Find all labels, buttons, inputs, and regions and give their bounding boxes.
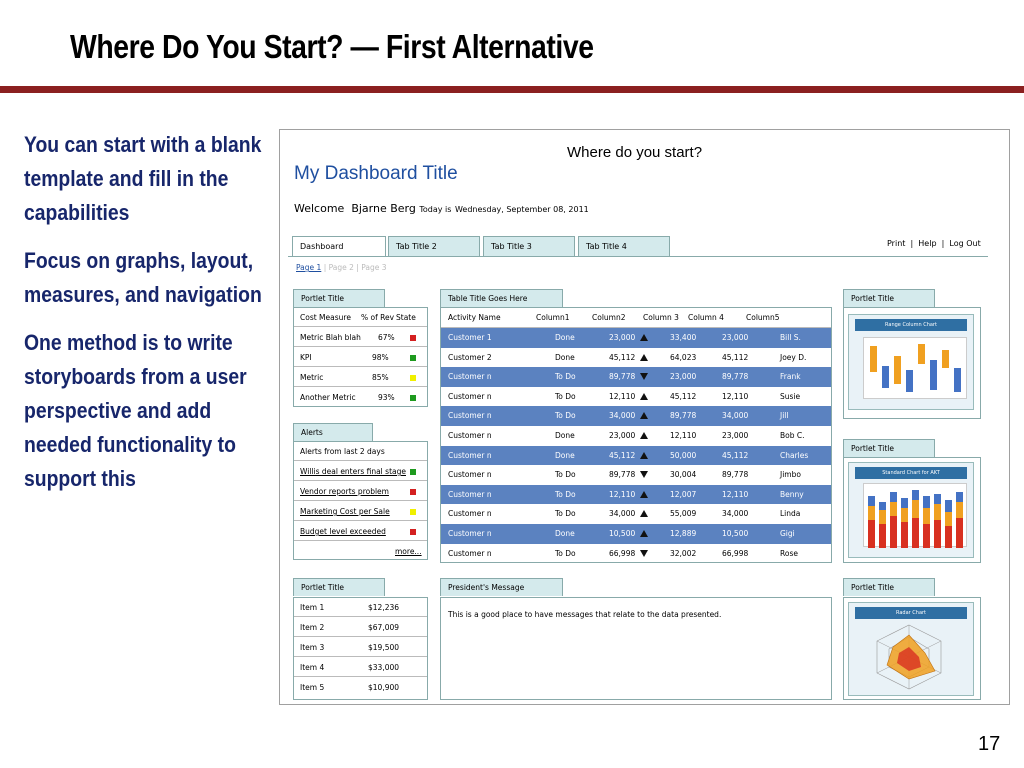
table-cell: 34,000 [722,411,749,421]
alerts-footer [294,542,427,561]
table-cell: Customer n [448,411,492,421]
state-indicator-icon [410,469,416,475]
chart-portlet-tab-2: Portlet Title [843,439,935,457]
table-cell: Charles [780,450,809,460]
table-cell: 45,112 [609,450,636,460]
top-links: Print | Help | Log Out [887,239,981,248]
col-activity-name: Activity Name [448,313,501,322]
range-bar [894,356,901,384]
range-bar [930,360,937,390]
table-row[interactable] [441,426,831,446]
current-date: Wednesday, September 08, 2011 [454,205,589,214]
stack-7 [934,494,941,548]
table-portlet-tab: Table Title Goes Here [440,289,563,307]
table-cell: Joey D. [780,352,807,362]
measures-header [294,308,427,327]
table-cell: Customer n [448,509,492,519]
radar-svg [849,621,975,697]
table-cell: Done [555,529,575,538]
chart-portlet-3 [843,597,981,700]
tab-dashboard[interactable]: Dashboard [292,236,386,256]
table-cell: To Do [555,548,576,558]
table-cell: 34,000 [722,509,749,519]
page-link-1[interactable]: Page 1 [296,263,322,272]
table-cell: 64,023 [670,352,697,362]
radar-chart [848,602,974,696]
table-row[interactable] [441,524,831,544]
items-portlet-tab: Portlet Title [293,578,385,596]
tab-title-4[interactable]: Tab Title 4 [578,236,670,256]
table-cell: 32,002 [670,548,697,558]
page-nav: Page 1 | Page 2 | Page 3 [296,263,387,272]
range-bar [954,368,961,392]
table-cell: 34,000 [609,509,636,519]
mockup-heading: Where do you start? [567,144,703,161]
chart-plot-area [863,483,967,547]
table-header [441,308,831,328]
chart-portlet-tab-1: Portlet Title [843,289,935,307]
table-cell: 10,500 [609,529,636,538]
alert-item[interactable] [294,502,427,521]
table-cell: 45,112 [722,352,749,362]
arrow-up-icon [640,452,648,459]
chart-portlet-2 [843,457,981,563]
page-link-2[interactable]: Page 2 [328,263,354,272]
table-cell: Customer n [448,529,492,538]
message-portlet [440,597,832,700]
table-cell: 89,778 [609,372,636,382]
table-cell: 30,004 [670,470,697,480]
table-cell: Done [555,450,575,460]
table-cell: Customer 2 [448,352,492,362]
table-cell: Customer n [448,489,492,499]
alert-link[interactable]: Vendor reports problem [300,487,389,496]
bullet-list [24,128,274,510]
state-indicator-icon [410,529,416,535]
range-column-svg [864,338,968,400]
table-cell: Susie [780,391,801,401]
stacked-column-svg [864,484,968,548]
arrow-down-icon [640,550,648,557]
col-pct-rev: % of Rev [361,313,395,322]
user-name: Bjarne Berg [351,202,416,215]
col-column5: Column5 [746,313,780,322]
measure-name: Metric Blah blah [300,333,361,342]
measures-portlet-tab: Portlet Title [293,289,385,307]
table-row[interactable] [441,446,831,466]
table-cell: Bill S. [780,333,801,342]
alerts-header-label: Alerts from last 2 days [300,447,385,456]
state-indicator-icon [410,395,416,401]
table-cell: Customer n [448,548,492,558]
col-cost-measure: Cost Measure [300,313,351,322]
table-cell: Jimbo [780,470,801,480]
stack-9 [956,492,963,548]
col-column3: Column 3 [643,313,679,322]
table-cell: Rose [780,548,798,558]
col-column1: Column1 [536,313,570,322]
print-link[interactable]: Print [887,239,906,248]
items-portlet [293,597,428,700]
alert-item[interactable] [294,462,427,481]
table-cell: 12,889 [670,529,697,538]
table-cell: 89,778 [722,372,749,382]
range-bar [870,346,877,372]
table-row[interactable] [441,348,831,368]
table-row[interactable] [441,387,831,407]
table-row[interactable] [441,485,831,505]
item-row [294,638,427,657]
range-bar [918,344,925,364]
data-table [440,307,832,563]
state-indicator-icon [410,509,416,515]
chart-plot-area [863,337,967,399]
arrow-down-icon [640,471,648,478]
table-cell: 66,998 [609,548,636,558]
measure-row [294,368,427,387]
arrow-up-icon [640,491,648,498]
chart-title: Radar Chart [855,607,967,619]
item-row [294,658,427,677]
more-link[interactable]: more... [395,547,422,556]
table-cell: Frank [780,372,801,382]
table-cell: 55,009 [670,509,697,519]
arrow-up-icon [640,432,648,439]
dashboard-mockup [279,129,1010,705]
item-row [294,598,427,617]
stack-5 [912,490,919,548]
range-bar [882,366,889,388]
table-cell: Customer n [448,470,492,480]
state-indicator-icon [410,355,416,361]
state-indicator-icon [410,335,416,341]
alerts-portlet [293,441,428,560]
page-link-3[interactable]: Page 3 [361,263,387,272]
table-cell: Done [555,352,575,362]
message-portlet-tab: President's Message [440,578,563,596]
item-value: $12,236 [368,603,400,612]
alert-link[interactable]: Budget level exceeded [300,527,386,536]
measure-name: Metric [300,373,324,382]
table-cell: 45,112 [722,450,749,460]
table-cell: 89,778 [670,411,697,421]
chart-title: Standard Chart for AKT [855,467,967,479]
stack-6 [923,496,930,548]
table-cell: To Do [555,509,576,519]
bullet-point: Focus on graphs, layout, measures, and navigation [24,248,262,307]
alerts-portlet-tab: Alerts [293,423,373,441]
table-cell: 33,400 [670,333,697,342]
measure-row [294,328,427,347]
table-row[interactable] [441,465,831,485]
table-row[interactable] [441,328,831,348]
table-cell: 12,110 [609,489,636,499]
stack-3 [890,492,897,548]
arrow-down-icon [640,373,648,380]
arrow-up-icon [640,412,648,419]
table-cell: To Do [555,411,576,421]
measure-pct: 67% [378,333,395,342]
arrow-up-icon [640,530,648,537]
table-cell: 89,778 [722,470,749,480]
table-cell: To Do [555,489,576,499]
alert-item[interactable] [294,482,427,501]
table-cell: 66,998 [722,548,749,558]
table-cell: Customer n [448,391,492,401]
table-cell: Gigi [780,529,795,538]
range-bar [942,350,949,368]
arrow-up-icon [640,510,648,517]
table-cell: 12,110 [609,391,636,401]
bullet-point: One method is to write storyboards from a user perspective and add needed functionality to support this [24,330,247,491]
item-value: $67,009 [368,623,400,632]
table-cell: 23,000 [609,431,636,440]
table-cell: 12,110 [722,489,749,499]
table-cell: 10,500 [722,529,749,538]
measure-name: KPI [300,353,312,362]
item-name: Item 3 [300,643,325,652]
table-cell: Customer n [448,431,492,440]
item-value: $19,500 [368,643,400,652]
table-row[interactable] [441,367,831,387]
tab-title-2[interactable]: Tab Title 2 [388,236,480,256]
table-cell: 34,000 [609,411,636,421]
table-cell: Done [555,431,575,440]
table-cell: Benny [780,489,804,499]
table-cell: Bob C. [780,431,805,440]
table-cell: 45,112 [609,352,636,362]
table-row[interactable] [441,406,831,426]
range-column-chart [848,314,974,410]
bullet-point: You can start with a blank template and fill in the capabilities [24,132,262,225]
help-link[interactable]: Help [918,239,937,248]
measure-name: Another Metric [300,393,356,402]
measures-portlet [293,307,428,407]
tab-title-3[interactable]: Tab Title 3 [483,236,575,256]
table-cell: 12,110 [722,391,749,401]
stack-4 [901,498,908,548]
arrow-up-icon [640,393,648,400]
item-value: $10,900 [368,683,400,692]
measure-row [294,388,427,407]
table-cell: 23,000 [722,333,749,342]
measure-pct: 93% [378,393,395,402]
arrow-up-icon [640,334,648,341]
logout-link[interactable]: Log Out [949,239,981,248]
item-name: Item 2 [300,623,325,632]
item-value: $33,000 [368,663,400,672]
measure-pct: 98% [372,353,389,362]
table-cell: To Do [555,372,576,382]
measure-pct: 85% [372,373,389,382]
title-divider [0,86,1024,93]
stacked-column-chart [848,462,974,558]
stack-1 [868,496,875,548]
alert-link[interactable]: Willis deal enters final stage [300,467,406,476]
item-name: Item 5 [300,683,325,692]
table-cell: 50,000 [670,450,697,460]
arrow-up-icon [640,354,648,361]
table-row[interactable] [441,504,831,524]
state-indicator-icon [410,489,416,495]
range-bar [906,370,913,392]
alert-link[interactable]: Marketing Cost per Sale [300,507,390,516]
chart-portlet-tab-3: Portlet Title [843,578,935,596]
slide-title: Where Do You Start? — First Alternative [70,28,594,65]
table-cell: To Do [555,470,576,480]
slide-page-number: 17 [978,733,1001,755]
table-cell: 23,000 [609,333,636,342]
table-cell: 23,000 [722,431,749,440]
message-text: This is a good place to have messages that relate to the data presented. [448,610,722,619]
item-row [294,618,427,637]
tab-baseline [288,256,988,257]
table-cell: Jill [780,411,789,421]
alert-item[interactable] [294,522,427,541]
table-cell: Customer n [448,372,492,382]
table-cell: To Do [555,391,576,401]
today-label: Today is [419,205,452,214]
table-cell: Customer 1 [448,333,492,342]
table-cell: Linda [780,509,801,519]
table-cell: 89,778 [609,470,636,480]
item-row [294,678,427,697]
item-name: Item 1 [300,603,325,612]
state-indicator-icon [410,375,416,381]
welcome-label: Welcome [294,202,345,215]
welcome-line [294,202,589,215]
table-cell: Customer n [448,450,492,460]
chart-title: Range Column Chart [855,319,967,331]
alerts-header [294,442,427,461]
table-cell: 45,112 [670,391,697,401]
table-cell: 23,000 [670,372,697,382]
dashboard-title: My Dashboard Title [294,163,458,184]
table-cell: Done [555,333,575,342]
col-column4: Column 4 [688,313,724,322]
table-cell: 12,007 [670,489,697,499]
item-name: Item 4 [300,663,325,672]
chart-portlet-1 [843,307,981,419]
table-cell: 12,110 [670,431,697,440]
col-state: State [396,313,416,322]
stack-2 [879,502,886,548]
col-column2: Column2 [592,313,626,322]
measure-row [294,348,427,367]
stack-8 [945,500,952,548]
table-row[interactable] [441,544,831,564]
